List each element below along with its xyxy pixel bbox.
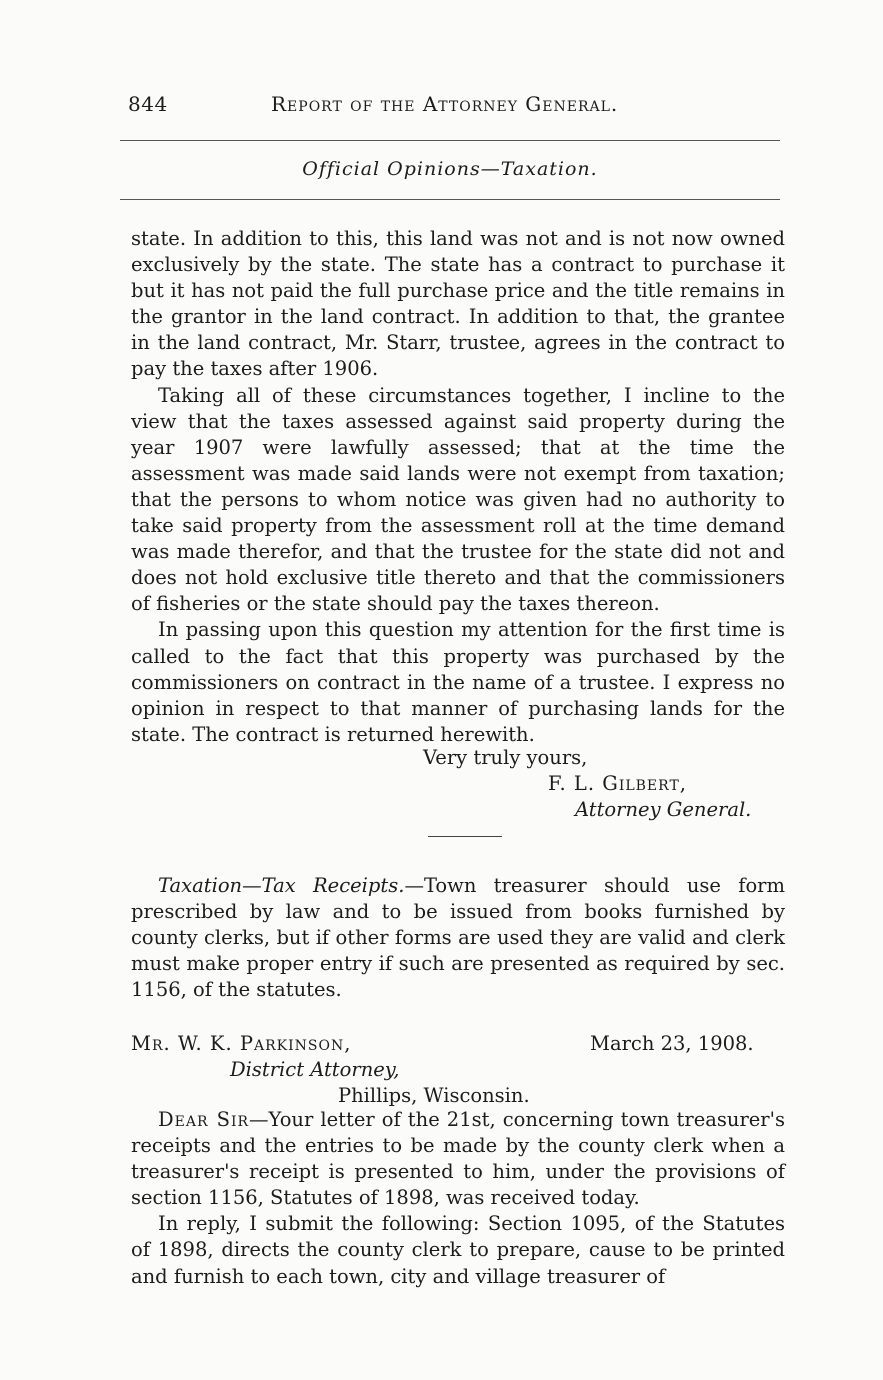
headnote-paragraph	[131, 873, 785, 1003]
salutation: Dear Sir	[158, 1108, 250, 1131]
body-paragraph: Taking all of these circumstances together, I incline to the view that the taxes assessed against said property during the year 1907 were lawfully assessed; that at the time the assessment was made said lands were not exempt from taxation; that the persons to whom notice was given had no authority to take said property from the assessment roll at the time demand was made therefor, and that the trustee for the state did not and does not hold exclusive title thereto and that the commissioners of fisheries or the state should pay the taxes thereon.	[131, 383, 785, 616]
body-paragraph: In reply, I submit the following: Section 1095, of the Statutes of 1898, directs the county clerk to prepare, cause to be printed and furnish to each town, city and village treasurer of	[131, 1212, 785, 1288]
header-rule-top	[120, 140, 780, 141]
headnote-text: —Town treasurer should use form prescribed by law and to be issued from books furnished by county clerks, but if other forms are used they are valid and clerk must make proper entry if such are presented as required by sec. 1156, of the statutes.	[131, 874, 785, 1002]
paragraph-text: —Your letter of the 21st, concerning town treasurer's receipts and the entries to be made by the county clerk when a treasurer's receipt is presented to him, under the provisions of section 1156, Statutes of 1898, was received today.	[131, 1108, 785, 1210]
letter-date: March 23, 1908.	[590, 1032, 754, 1055]
opinion-two-headnote	[131, 873, 785, 1003]
body-paragraph	[131, 1107, 785, 1211]
signer-name: F. L. Gilbert,	[548, 772, 687, 795]
addressee-name: Mr. W. K. Parkinson,	[131, 1032, 352, 1055]
page-number: 844	[128, 92, 168, 116]
running-title: Report of the Attorney General.	[271, 92, 619, 116]
opinion-one-body	[131, 226, 785, 748]
opinion-two-body	[131, 1107, 785, 1290]
body-paragraph: state. In addition to this, this land was not and is not now owned exclusively by the state. The state has a contract to purchase it but it has not paid the full purchase price and the title remains in the grantor in the land contract. In addition to that, the grantee in the land contract, Mr. Starr, trustee, agrees in the contract to pay the taxes after 1906.	[131, 227, 785, 381]
addressee-title: District Attorney,	[230, 1058, 400, 1081]
headnote-topic: Taxation—Tax Receipts.	[158, 874, 405, 897]
running-head	[128, 92, 778, 118]
body-paragraph: In passing upon this question my attention for the first time is called to the fact that this property was purchased by the commissioners on contract in the name of a trustee. I express no opinion in respect to that manner of purchasing lands for the state. The contract is returned herewith.	[131, 618, 785, 746]
addressee-place: Phillips, Wisconsin.	[338, 1084, 530, 1107]
signer-title: Attorney General.	[575, 798, 752, 821]
header-rule-bottom	[120, 199, 780, 200]
section-divider	[428, 836, 502, 837]
section-title: Official Opinions—Taxation.	[302, 158, 598, 180]
letter-closing: Very truly yours,	[423, 746, 588, 769]
